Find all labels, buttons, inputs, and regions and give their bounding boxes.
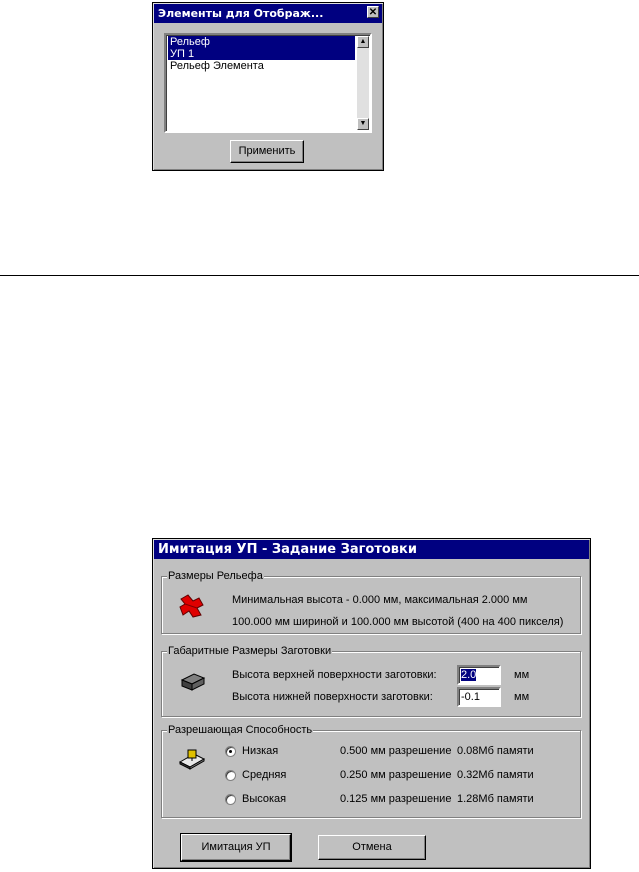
display-elements-dialog xyxy=(152,2,384,171)
page-divider xyxy=(0,275,639,276)
relief-size-legend: Размеры Рельефа xyxy=(168,570,263,582)
list-item[interactable]: УП 1 xyxy=(168,48,355,60)
resolution-medium-memory: 0.32Мб памяти xyxy=(457,769,534,781)
resolution-medium-value: 0.250 мм разрешение xyxy=(340,769,452,781)
blank-size-legend: Габаритные Размеры Заготовки xyxy=(168,645,332,657)
relief-size-text: 100.000 мм шириной и 100.000 мм высотой (400 на 400 пикселя) xyxy=(232,616,564,628)
scroll-down-icon[interactable]: ▼ xyxy=(357,118,369,130)
apply-button[interactable]: Применить xyxy=(230,140,304,163)
top-height-input[interactable]: 2.0 xyxy=(457,665,501,685)
resolution-low-label[interactable]: Низкая xyxy=(242,745,279,757)
relief-height-text: Минимальная высота - 0.000 мм, максимальная 2.000 мм xyxy=(232,594,528,606)
resolution-icon xyxy=(178,748,206,770)
top-height-label: Высота верхней поверхности заготовки: xyxy=(232,669,437,681)
blank-setup-dialog xyxy=(152,538,591,869)
elements-listbox[interactable] xyxy=(164,33,372,133)
scroll-up-icon[interactable]: ▲ xyxy=(357,36,369,48)
bottom-height-unit: мм xyxy=(514,691,530,703)
resolution-medium-radio[interactable] xyxy=(225,770,236,781)
resolution-low-radio[interactable] xyxy=(225,746,236,757)
block-icon xyxy=(180,670,206,694)
relief-size-group xyxy=(161,570,581,634)
simulate-button[interactable]: Имитация УП xyxy=(181,834,291,861)
resolution-high-memory: 1.28Мб памяти xyxy=(457,793,534,805)
cancel-button[interactable]: Отмена xyxy=(318,835,426,860)
close-button[interactable]: ✕ xyxy=(368,7,378,18)
resolution-high-radio[interactable] xyxy=(225,794,236,805)
top-height-unit: мм xyxy=(514,669,530,681)
dialog-title: Элементы для Отображ... xyxy=(154,4,382,23)
resolution-high-value: 0.125 мм разрешение xyxy=(340,793,452,805)
resolution-legend: Разрешающая Способность xyxy=(168,724,313,736)
relief-icon xyxy=(179,593,205,619)
resolution-low-memory: 0.08Мб памяти xyxy=(457,745,534,757)
list-item[interactable]: Рельеф xyxy=(168,36,355,48)
resolution-group xyxy=(161,724,581,818)
bottom-height-input[interactable]: -0.1 xyxy=(457,687,501,707)
list-item[interactable]: Рельеф Элемента xyxy=(170,60,264,72)
blank-size-group xyxy=(161,645,581,717)
bottom-height-label: Высота нижней поверхности заготовки: xyxy=(232,691,433,703)
dialog-title: Имитация УП - Задание Заготовки xyxy=(154,540,589,559)
resolution-low-value: 0.500 мм разрешение xyxy=(340,745,452,757)
resolution-medium-label[interactable]: Средняя xyxy=(242,769,287,781)
resolution-high-label[interactable]: Высокая xyxy=(242,793,287,805)
list-scrollbar[interactable] xyxy=(357,36,369,130)
